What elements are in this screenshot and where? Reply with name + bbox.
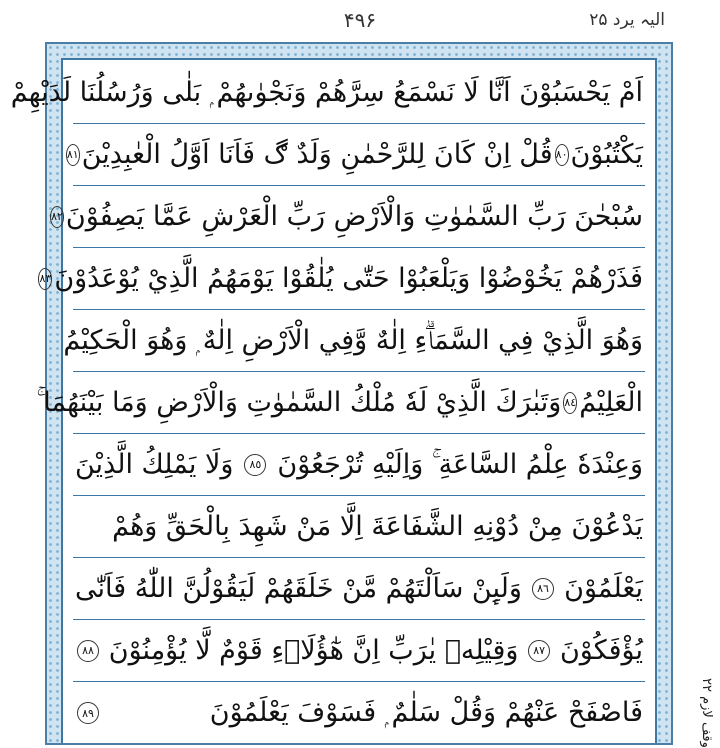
page-header [0, 0, 720, 40]
juz-label: الیہ یرد ۲۵ [589, 10, 665, 30]
verse-line [36, 372, 645, 434]
verse-text: وَلَىِٕنْ سَاَلْتَهُمْ مَّنْ خَلَقَهُمْ لَيَقُوْلُنَّ اللّٰهُ فَاَنّٰى [75, 573, 522, 604]
verse-text: الْعَلِيْمُ [579, 387, 643, 418]
ornamental-frame [10, 42, 673, 745]
verse-text: اَمْ يَحْسَبُوْنَ اَنَّا لَا نَسْمَعُ سِرَّهُمْ وَنَجْوٰىهُمْ ۭ بَلٰى وَرُسُلُنَا لَدَيْهِمْ [10, 76, 643, 108]
verse-text: وَعِنْدَهٗ عِلْمُ السَّاعَةِ ۚ وَاِلَيْهِ تُرْجَعُوْنَ [277, 448, 643, 480]
verse-line [39, 248, 645, 310]
verse-text: وَتَبٰرَكَ الَّذِيْ لَهٗ مُلْكُ السَّمٰوٰتِ وَالْاَرْضِ وَمَا بَيْنَهُمَا ۚ [36, 386, 562, 418]
verse-text: يُؤْفَكُوْنَ [559, 635, 643, 666]
margin-note: وقف لازم ۲۲ [699, 678, 714, 748]
ayah-marker: ٨١ [66, 144, 80, 166]
verse-text: وَهُوَ الَّذِيْ فِي السَّمَاۗءِ اِلٰهٌ وَّفِي الْاَرْضِ اِلٰهٌ ۭ وَهُوَ الْحَكِيْمُ [63, 324, 643, 356]
verse-line [73, 496, 645, 558]
page-number: ۴۹۶ [343, 8, 377, 32]
verse-line [10, 62, 645, 124]
verse-line [73, 620, 645, 682]
ayah-marker: ٨٢ [50, 206, 64, 228]
verse-text: فَاصْفَحْ عَنْهُمْ وَقُلْ سَلٰمٌ ۭ فَسَوْفَ يَعْلَمُوْنَ [209, 697, 643, 728]
ayah-marker: ٨٣ [38, 268, 52, 290]
ayah-marker: ٨٩ [77, 702, 99, 724]
verse-text: فَذَرْهُمْ يَخُوْضُوْا وَيَلْعَبُوْا حَتّٰى يُلٰقُوْا يَوْمَهُمُ الَّذِيْ يُوْعَدُوْنَ [54, 263, 643, 294]
verse-text: قُلْ اِنْ كَانَ لِلرَّحْمٰنِ وَلَدٌ ڰ فَاَنَا اَوَّلُ الْعٰبِدِيْنَ [81, 139, 553, 170]
text-panel [10, 58, 657, 743]
verse-text: يَدْعُوْنَ مِنْ دُوْنِهِ الشَّفَاعَةَ اِلَّا مَنْ شَهِدَ بِالْحَقِّ وَهُمْ [112, 511, 643, 542]
verse-line [73, 434, 645, 496]
verse-line [73, 558, 645, 620]
ayah-marker: ٨٥ [244, 454, 266, 476]
verse-text: وَلَا يَمْلِكُ الَّذِيْنَ [75, 449, 234, 480]
verse-text: يَكْتُبُوْنَ [570, 139, 643, 170]
ayah-marker: ٨٨ [77, 640, 99, 662]
verse-line [51, 186, 645, 248]
verse-text: وَقِيْلِهٖ يٰرَبِّ اِنَّ هٰٓؤُلَاۗءِ قَوْمٌ لَّا يُؤْمِنُوْنَ [108, 635, 519, 666]
verse-line [66, 124, 645, 186]
verse-line [73, 682, 645, 744]
ayah-marker: ٨٠ [555, 144, 569, 166]
ayah-marker: ٨٦ [532, 578, 554, 600]
ayah-marker: ٨٤ [563, 392, 577, 414]
ayah-marker: ٨٧ [528, 640, 550, 662]
verse-line [63, 310, 645, 372]
verse-text: يَعْلَمُوْنَ [564, 573, 643, 604]
verse-text: سُبْحٰنَ رَبِّ السَّمٰوٰتِ وَالْاَرْضِ رَبِّ الْعَرْشِ عَمَّا يَصِفُوْنَ [65, 201, 643, 232]
